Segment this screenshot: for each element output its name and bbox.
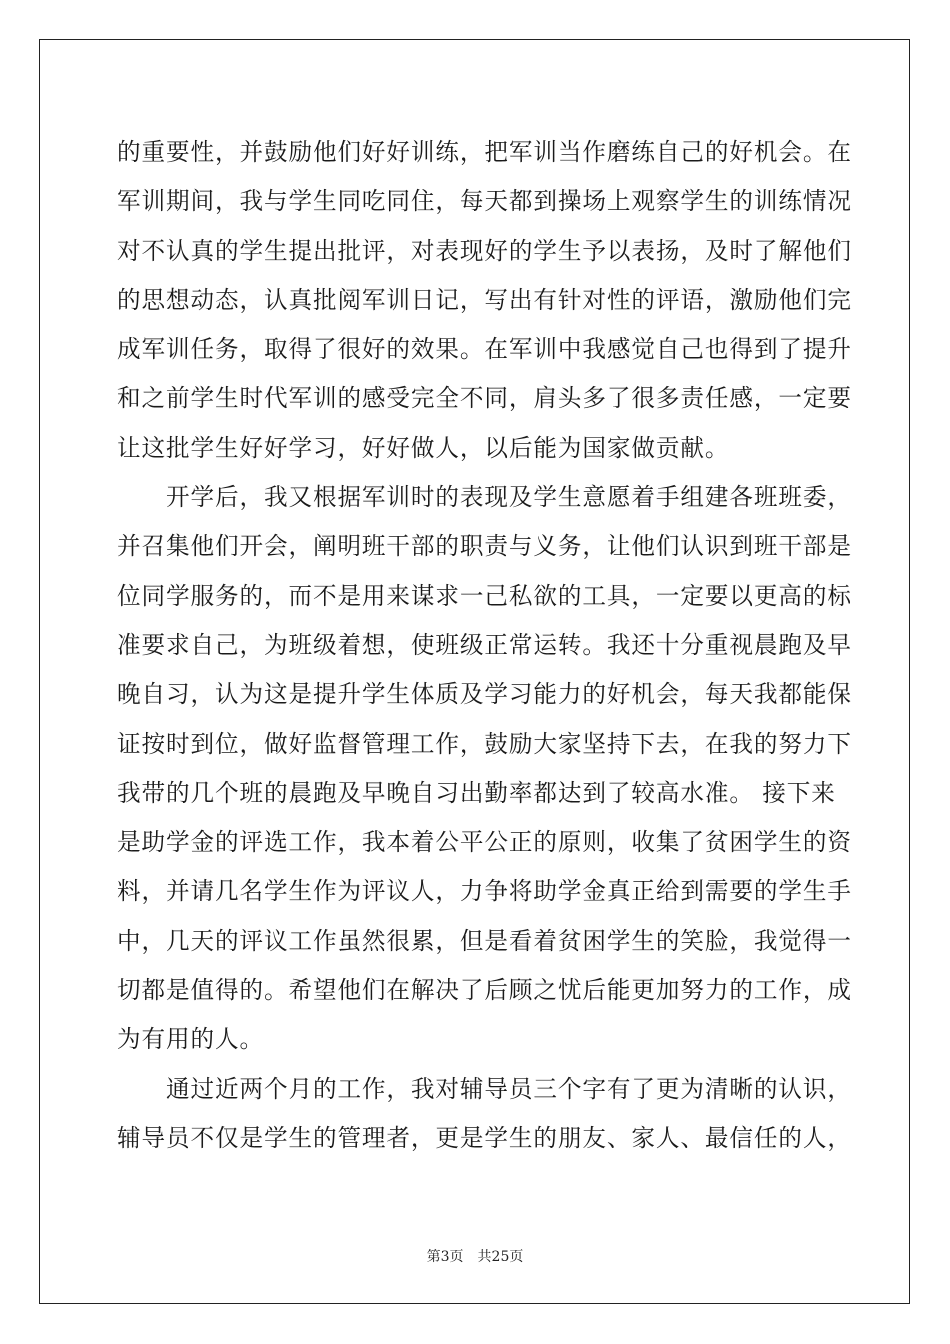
- text-line: 成军训任务，取得了很好的效果。在军训中我感觉自己也得到了提升: [117, 335, 852, 364]
- text-line: 让这批学生好好学习，好好做人，以后能为国家做贡献。: [117, 433, 730, 462]
- text-line: 的重要性，并鼓励他们好好训练，把军训当作磨练自己的好机会。在: [117, 138, 852, 166]
- text-line: 对不认真的学生提出批评，对表现好的学生予以表扬，及时了解他们: [117, 236, 852, 265]
- text-line: 料，并请几名学生作为评议人，力争将助学金真正给到需要的学生手: [117, 877, 852, 906]
- text-line: 位同学服务的，而不是用来谋求一己私欲的工具，一定要以更高的标: [117, 581, 852, 610]
- text-line: 军训期间，我与学生同吃同住，每天都到操场上观察学生的训练情况: [117, 187, 852, 216]
- text-line: 晚自习，认为这是提升学生体质及学习能力的好机会，每天我都能保: [117, 680, 852, 709]
- text-line: 为有用的人。: [117, 1025, 264, 1054]
- page-number: 第3页 共25页: [426, 1249, 524, 1265]
- body-text: [117, 128, 852, 1163]
- text-line: 中，几天的评议工作虽然很累，但是看着贫困学生的笑脸，我觉得一: [117, 926, 852, 955]
- text-line: 开学后，我又根据军训时的表现及学生意愿着手组建各班班委，: [117, 483, 852, 512]
- text-line: 证按时到位，做好监督管理工作，鼓励大家坚持下去，在我的努力下: [117, 729, 852, 758]
- text-line: 辅导员不仅是学生的管理者，更是学生的朋友、家人、最信任的人，: [117, 1123, 852, 1152]
- text-line: 的思想动态，认真批阅军训日记，写出有针对性的评语，激励他们完: [117, 285, 852, 314]
- text-line: 我带的几个班的晨跑及早晚自习出勤率都达到了较高水准。 接下来: [117, 778, 836, 807]
- text-line: 切都是值得的。希望他们在解决了后顾之忧后能更加努力的工作，成: [117, 976, 852, 1005]
- text-line: 准要求自己，为班级着想，使班级正常运转。我还十分重视晨跑及早: [117, 630, 852, 659]
- text-line: 并召集他们开会，阐明班干部的职责与义务，让他们认识到班干部是: [117, 532, 852, 561]
- text-line: 通过近两个月的工作，我对辅导员三个字有了更为清晰的认识，: [117, 1074, 852, 1103]
- text-line: 是助学金的评选工作，我本着公平公正的原则，收集了贫困学生的资: [117, 828, 852, 857]
- text-line: 和之前学生时代军训的感受完全不同，肩头多了很多责任感，一定要: [117, 384, 852, 413]
